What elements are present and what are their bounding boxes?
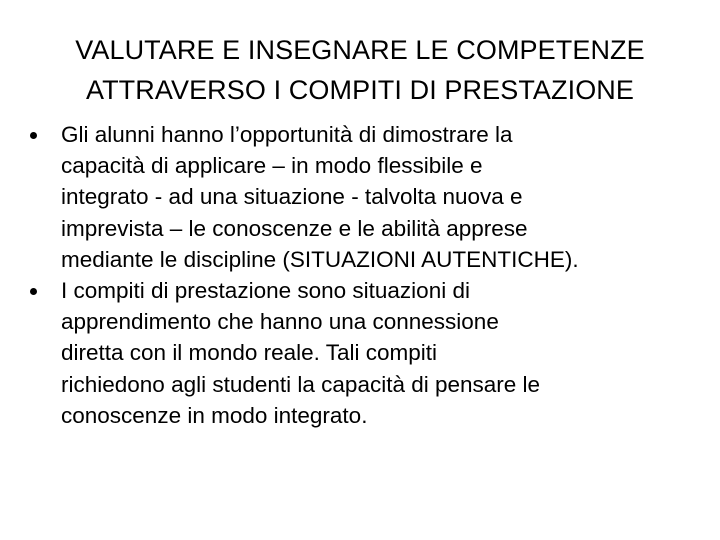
bullet-text-line: I compiti di prestazione sono situazioni di	[61, 278, 470, 304]
bullet-text-line: capacità di applicare – in modo flessibile e	[61, 153, 483, 179]
bullet-list	[28, 119, 708, 431]
bullet-item	[28, 275, 708, 431]
slide-title-line: VALUTARE E INSEGNARE LE COMPETENZE	[75, 35, 645, 65]
slide-title-line: ATTRAVERSO I COMPITI DI PRESTAZIONE	[85, 75, 635, 105]
bullet-text-line: richiedono agli studenti la capacità di pensare le	[61, 371, 541, 397]
bullet-text-line: mediante le discipline (SITUAZIONI AUTENTICHE).	[61, 246, 579, 272]
bullet-point-icon	[30, 132, 37, 139]
bullet-text-line: imprevista – le conoscenze e le abilità apprese	[61, 215, 528, 241]
bullet-text-line: apprendimento che hanno una connessione	[61, 309, 499, 335]
slide-title	[30, 30, 690, 110]
bullet-text-line: diretta con il mondo reale. Tali compiti	[61, 340, 438, 366]
bullet-text-line: integrato - ad una situazione - talvolta nuova e	[61, 184, 523, 210]
bullet-text-line: Gli alunni hanno l’opportunità di dimostrare la	[61, 122, 513, 147]
bullet-point-icon	[30, 288, 37, 295]
bullet-text-line: conoscenze in modo integrato.	[61, 402, 368, 428]
bullet-item	[28, 119, 708, 275]
